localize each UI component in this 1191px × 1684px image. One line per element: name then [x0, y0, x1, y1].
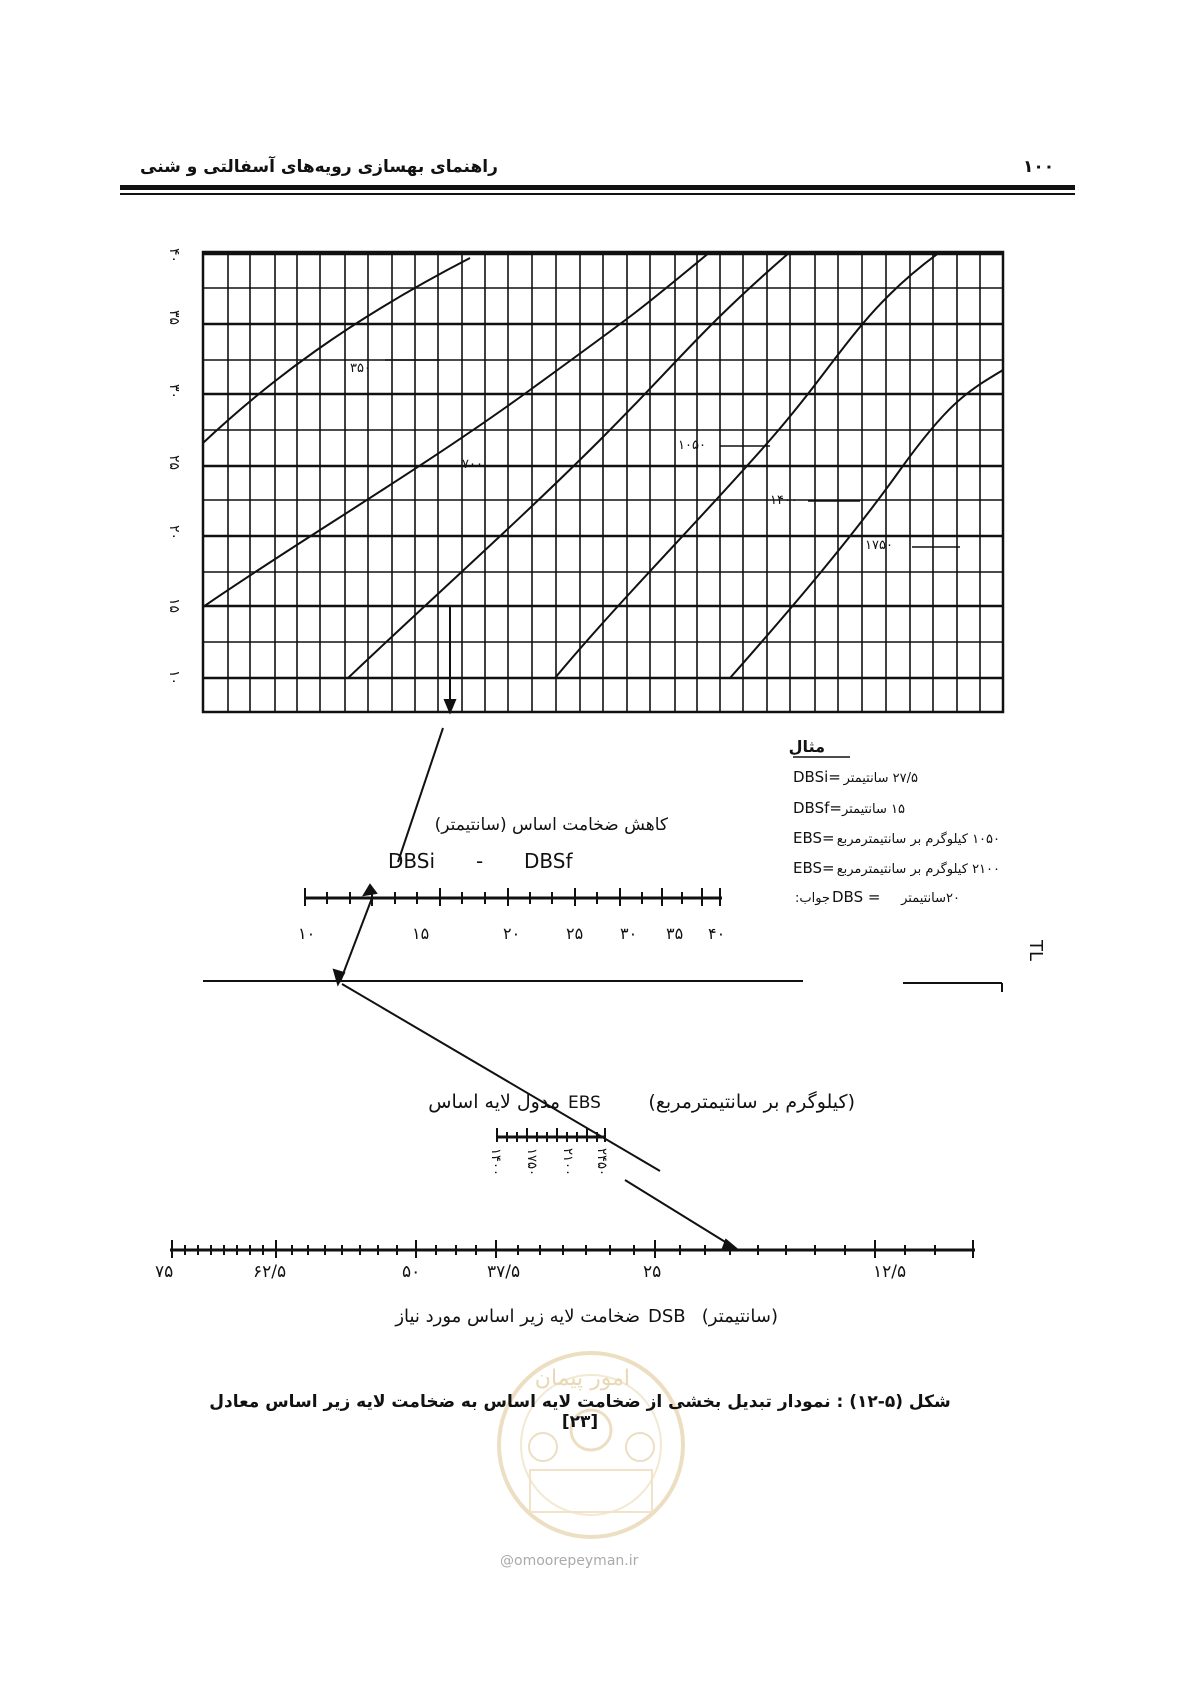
y-tick-label: ۱۵	[166, 598, 182, 614]
example-answer-label: جواب:	[795, 891, 830, 906]
modulus-title-symbol: EBS	[568, 1093, 601, 1113]
modulus-title-text: مدول لایه اساس	[428, 1091, 560, 1113]
curve-1750	[730, 370, 1003, 678]
y-axis-labels	[166, 248, 182, 685]
curve-label-1400: ۱۴۰۰	[770, 493, 798, 508]
example-line5-symbol: DBS =	[832, 888, 881, 906]
example-line1-value: ۲۷/۵ سانتیمتر	[843, 771, 918, 786]
example-line4-symbol: EBS=	[793, 859, 835, 877]
watermark-url: @omoorepeyman.ir	[500, 1553, 639, 1569]
curve-label-1750: ۱۷۵۰	[865, 538, 893, 553]
y-tick-label: ۱۰	[166, 670, 182, 686]
symbol-dash: -	[476, 849, 484, 873]
modulus-tick-label: ۱۷۵۰	[524, 1148, 539, 1176]
modulus-tick-label: ۱۴۰۰	[488, 1148, 503, 1176]
watermark-arc-text: امور پیمان	[534, 1366, 630, 1391]
example-line4-value: ۲۱۰۰ کیلوگرم بر سانتیمترمربع	[836, 862, 1000, 877]
example-line1-symbol: DBSi=	[793, 768, 841, 786]
modulus-title-unit: (کیلوگرم بر سانتیمترمربع)	[648, 1091, 855, 1113]
subbase-tick-label: ۶۲/۵	[253, 1262, 287, 1282]
running-header-title: راهنمای بهسازی رویه‌های آسفالتی و شنی	[140, 157, 498, 177]
curve-leaders	[385, 360, 960, 547]
figure-caption: شکل (۵-۱۲) : نمودار تبدیل بخشی از ضخامت لایه اساس به ضخامت لایه زیر اساس معادل [۲۳]	[209, 1392, 951, 1432]
example-line2-value: ۱۵ سانتیمتر	[841, 802, 905, 817]
scale-tick-label: ۲۵	[566, 924, 584, 943]
scale-tick-label: ۲۰	[503, 924, 521, 943]
example-title: مثال	[788, 737, 825, 756]
subbase-tick-label: ۲۵	[643, 1262, 662, 1282]
scale-tick-label: ۴۰	[708, 924, 726, 943]
curve-350	[203, 258, 470, 443]
subbase-tick-label: ۷۵	[155, 1262, 174, 1282]
scale-tick-label: ۱۰	[298, 924, 316, 943]
example-line3-value: ۱۰۵۰ کیلوگرم بر سانتیمترمربع	[836, 832, 1000, 847]
y-tick-label: ۳۵	[166, 310, 182, 326]
scale-tick-label: ۱۵	[412, 924, 430, 943]
subbase-tick-label: ۱۲/۵	[873, 1262, 907, 1282]
modulus-tick-label: ۲۴۵۰	[594, 1148, 609, 1176]
subbase-title-symbol: DSB	[648, 1306, 686, 1327]
example-box	[789, 737, 1000, 906]
modulus-scale	[428, 1090, 855, 1176]
example-line3-symbol: EBS=	[793, 829, 835, 847]
y-tick-label: ۴۰	[166, 248, 182, 264]
chart-grid	[203, 252, 1003, 712]
y-tick-label: ۳۰	[166, 384, 182, 400]
example-line2-symbol: DBSf=	[793, 799, 842, 817]
example-construction	[203, 606, 738, 1250]
symbol-dbsf: DBSf	[524, 849, 573, 873]
subbase-title-unit: (سانتیمتر)	[701, 1306, 778, 1327]
modulus-tick-label: ۲۱۰۰	[560, 1148, 575, 1176]
y-tick-label: ۲۰	[166, 525, 182, 541]
y-tick-label: ۲۵	[166, 455, 182, 471]
page-number: ۱۰۰	[1023, 157, 1055, 177]
subbase-scale	[155, 1240, 975, 1327]
watermark-stamp	[499, 1353, 683, 1537]
example-line5-value: ۲۰سانتیمتر	[901, 891, 960, 906]
subbase-tick-label: ۵۰	[402, 1262, 421, 1282]
turning-line-label: TL	[1025, 940, 1046, 962]
curve-label-350: ۳۵۰	[350, 361, 371, 376]
turning-line	[203, 939, 1046, 992]
subbase-tick-label: ۳۷/۵	[487, 1262, 521, 1282]
scale-tick-label: ۳۰	[620, 924, 638, 943]
curve-label-1050: ۱۰۵۰	[678, 438, 706, 453]
reduction-scale-title: کاهش ضخامت اساس (سانتیمتر)	[434, 815, 668, 835]
symbol-dbsi: DBSi	[388, 849, 436, 873]
scale-tick-label: ۳۵	[666, 924, 684, 943]
curve-label-700: ۷۰۰	[462, 457, 483, 472]
subbase-title-text: ضخامت لایه زیر اساس مورد نیاز	[395, 1306, 640, 1327]
